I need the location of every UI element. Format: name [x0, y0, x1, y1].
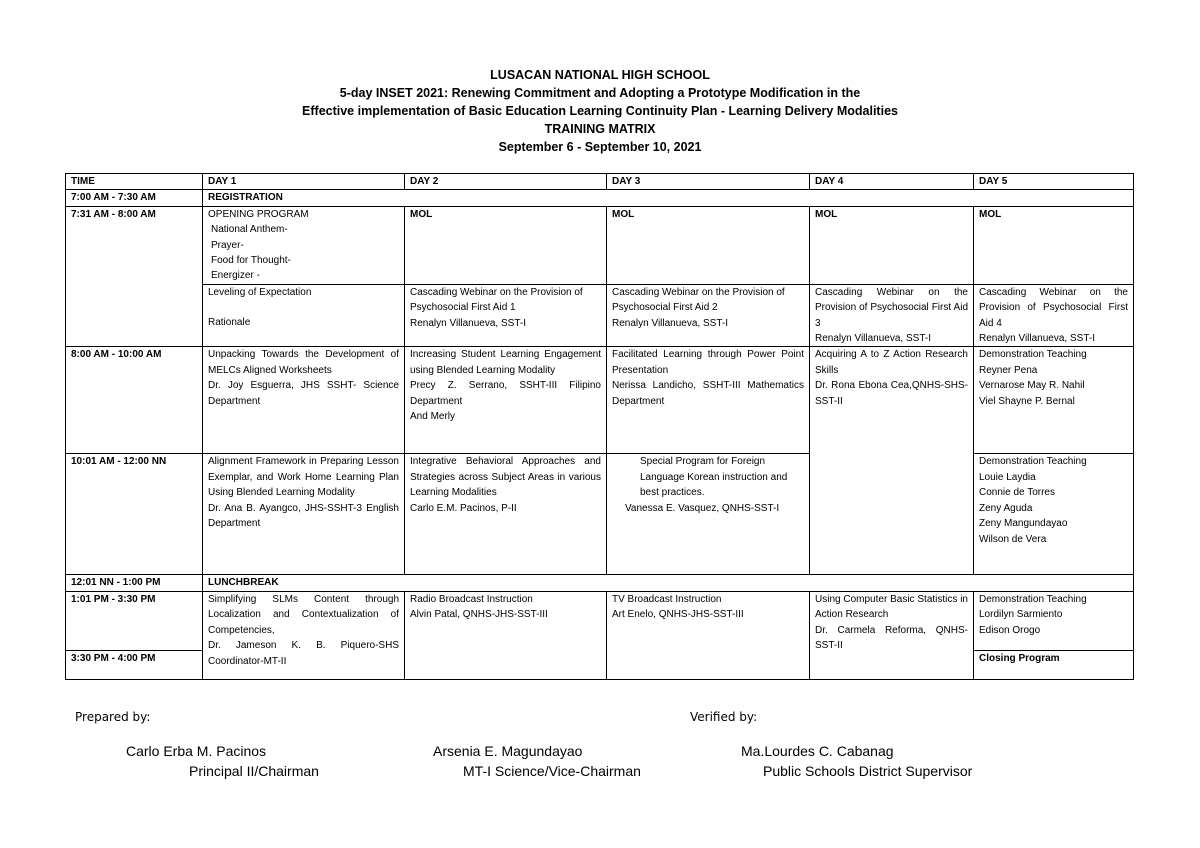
time-cell: 10:01 AM - 12:00 NN: [66, 454, 203, 575]
signatory-3-title: Public Schools District Supervisor: [763, 763, 973, 779]
verified-by-label: Verified by:: [690, 710, 758, 724]
time-cell: 7:31 AM - 8:00 AM: [66, 206, 203, 347]
cell-line: Radio Broadcast Instruction: [410, 593, 533, 605]
cell-line: Increasing Student Learning Engagement using Blended Learning Modality: [410, 349, 601, 376]
cell-line: Rationale: [208, 317, 251, 329]
closing-program-cell: Closing Program: [974, 650, 1134, 679]
cell-line: And Merly: [410, 411, 456, 423]
cell-line: Renalyn Villanueva, SST-I: [410, 317, 526, 329]
signatory-3-name: Ma.Lourdes C. Cabanag: [741, 743, 894, 759]
cell-line: Alvin Patal, QNHS-JHS-SST-III: [410, 609, 548, 621]
cell-line: Cascading Webinar on the Provision of Psychosocial First Aid 3: [815, 286, 968, 329]
cell-line: Using Computer Basic Statistics in Action Research: [815, 593, 968, 621]
cell-line: Facilitated Learning through Power Point Presentation: [612, 349, 804, 376]
cell-line: Vernarose May R. Nahil: [979, 380, 1085, 392]
registration-cell: REGISTRATION: [203, 190, 1134, 206]
header-time: TIME: [66, 174, 203, 190]
cell-line: Zeny Mangundayao: [979, 518, 1068, 530]
inset-title-line-2: Effective implementation of Basic Education Learning Continuity Plan - Learning Delivery Modalities: [302, 104, 898, 118]
signatory-2-name: Arsenia E. Magundayao: [433, 743, 583, 759]
cell-line: Prayer-: [211, 239, 244, 251]
cell-line: Nerissa Landicho, SSHT-III Mathematics Department: [612, 380, 804, 407]
mol-cell: MOL: [810, 206, 974, 284]
cell-line: Dr. Joy Esguerra, JHS SSHT- Science Department: [208, 380, 399, 407]
cell-line: Vanessa E. Vasquez, QNHS-SST-I: [625, 502, 780, 514]
school-name: LUSACAN NATIONAL HIGH SCHOOL: [490, 68, 710, 82]
signatory-2-title: MT-I Science/Vice-Chairman: [463, 763, 641, 779]
mol-cell: MOL: [405, 206, 607, 284]
header-day-4: DAY 4: [810, 174, 974, 190]
cell-line: Dr. Ana B. Ayangco, JHS-SSHT-3 English Department: [208, 502, 399, 530]
cell-line: Connie de Torres: [979, 487, 1055, 499]
cell-line: Art Enelo, QNHS-JHS-SST-III: [612, 609, 744, 621]
time-cell: 12:01 NN - 1:00 PM: [66, 575, 203, 591]
cell-line: Simplifying SLMs Content through Localization and Contextualization of Competencies,: [208, 593, 399, 636]
cell-line: Dr. Rona Ebona Cea,QNHS-SHS-SST-II: [815, 380, 968, 407]
cell-line: Edison Orogo: [979, 624, 1041, 636]
cell-line: Renalyn Villanueva, SST-I: [815, 333, 931, 345]
cell-line: Reyner Pena: [979, 364, 1038, 376]
cell-line: National Anthem-: [211, 224, 288, 236]
time-cell: 7:00 AM - 7:30 AM: [66, 190, 203, 206]
cell-line: Cascading Webinar on the Provision of Psychosocial First Aid 2: [612, 286, 785, 314]
time-cell: 8:00 AM - 10:00 AM: [66, 347, 203, 454]
signatory-1-title: Principal II/Chairman: [189, 763, 319, 779]
cell-line: Cascading Webinar on the Provision of Psychosocial First Aid 1: [410, 286, 583, 314]
date-range: September 6 - September 10, 2021: [498, 140, 702, 154]
time-cell: 1:01 PM - 3:30 PM: [66, 591, 203, 650]
cell-line: Leveling of Expectation: [208, 286, 312, 298]
cell-line: Wilson de Vera: [979, 533, 1047, 545]
inset-title-line-1: 5-day INSET 2021: Renewing Commitment and Adopting a Prototype Modification in the: [339, 86, 861, 100]
cell-line: Renalyn Villanueva, SST-I: [612, 317, 728, 329]
cell-line: Unpacking Towards the Development of MELCs Aligned Worksheets: [208, 349, 399, 376]
cell-line: Renalyn Villanueva, SST-I: [979, 333, 1095, 345]
header-day-1: DAY 1: [203, 174, 405, 190]
cell-line: Demonstration Teaching: [979, 456, 1087, 468]
cell-line: Alignment Framework in Preparing Lesson Exemplar, and Work Home Learning Plan Using Blended Learning Modality: [208, 456, 399, 499]
header-day-3: DAY 3: [607, 174, 810, 190]
time-cell: 3:30 PM - 4:00 PM: [66, 650, 203, 679]
cell-line: Precy Z. Serrano, SSHT-III Filipino Department: [410, 380, 601, 407]
cell-line: Special Program for Foreign Language Korean instruction and best practices.: [640, 456, 788, 499]
cell-line: TV Broadcast Instruction: [612, 593, 722, 605]
lunchbreak-cell: LUNCHBREAK: [203, 575, 1134, 591]
cell-line: Demonstration Teaching: [979, 593, 1087, 605]
header-day-2: DAY 2: [405, 174, 607, 190]
cell-line: Demonstration Teaching: [979, 349, 1087, 361]
cell-line: OPENING PROGRAM: [208, 208, 309, 220]
cell-line: Dr. Jameson K. B. Piquero-SHS Coordinator-MT-II: [208, 640, 399, 667]
cell-line: Viel Shayne P. Bernal: [979, 395, 1075, 407]
mol-cell: MOL: [607, 206, 810, 284]
cell-line: Lordilyn Sarmiento: [979, 609, 1063, 621]
cell-line: Energizer -: [211, 270, 260, 282]
mol-cell: MOL: [974, 206, 1134, 284]
cell-line: Zeny Aguda: [979, 502, 1033, 514]
training-matrix-heading: TRAINING MATRIX: [544, 122, 656, 136]
prepared-by-label: Prepared by:: [75, 710, 151, 724]
cell-line: Integrative Behavioral Approaches and Strategies across Subject Areas in various Learning Modalities: [410, 456, 601, 499]
cell-line: Carlo E.M. Pacinos, P-II: [410, 502, 517, 514]
cell-line: Dr. Carmela Reforma, QNHS-SST-II: [815, 624, 968, 652]
cell-line: Acquiring A to Z Action Research Skills: [815, 349, 968, 376]
cell-line: Cascading Webinar on the Provision of Psychosocial First Aid 4: [979, 286, 1128, 329]
cell-line: Food for Thought-: [211, 255, 291, 267]
header-day-5: DAY 5: [974, 174, 1134, 190]
signatory-1-name: Carlo Erba M. Pacinos: [126, 743, 267, 759]
cell-line: Louie Laydia: [979, 471, 1036, 483]
